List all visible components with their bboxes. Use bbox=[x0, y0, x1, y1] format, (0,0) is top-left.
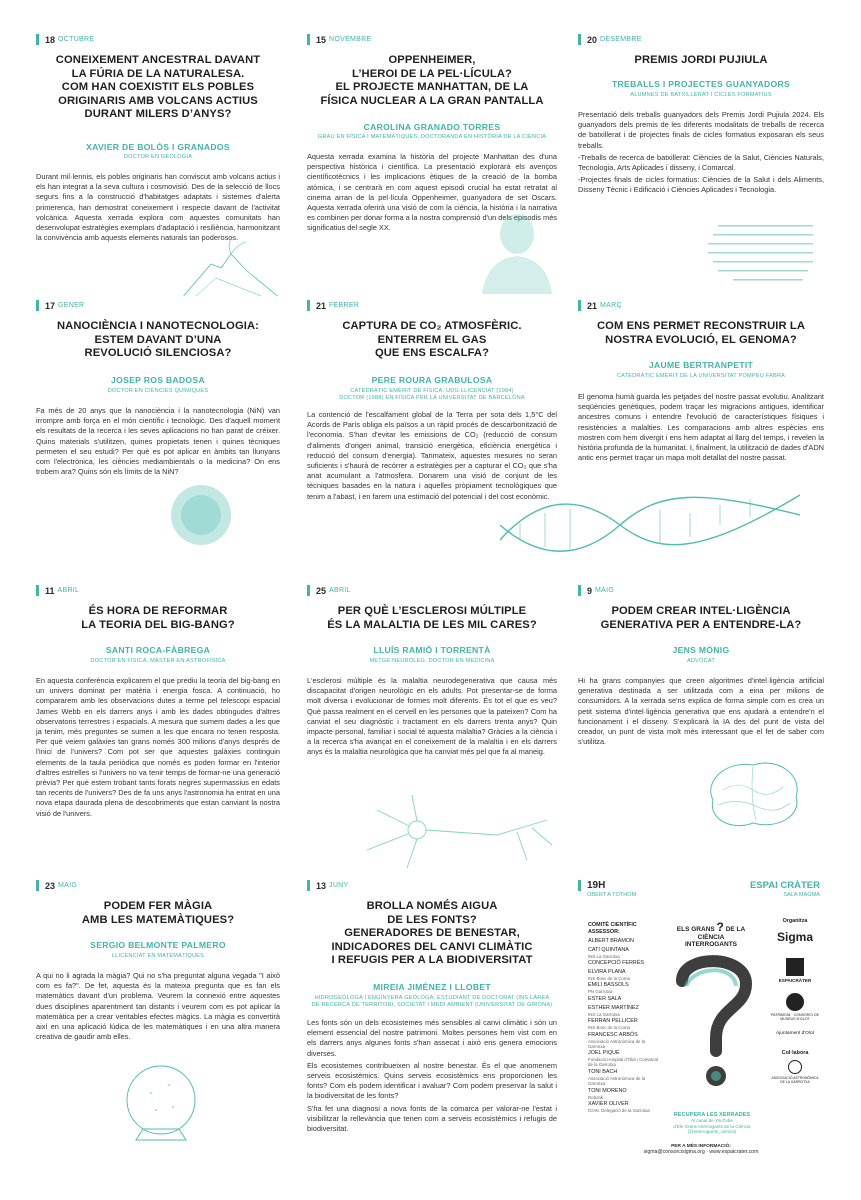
talk-title: ÉS HORA DE REFORMAR LA TEORIA DEL BIG-BANG? bbox=[81, 605, 235, 631]
talk-card bbox=[578, 34, 824, 296]
speaker-name: SANTI ROCA-FÀBREGA bbox=[105, 645, 211, 655]
committee-member bbox=[588, 996, 660, 1003]
talk-date: 23 MAIG bbox=[36, 880, 77, 891]
member-name: ALBERT BRAMON bbox=[588, 938, 634, 944]
talk-date: 11 ABRIL bbox=[36, 585, 79, 596]
talk-description: Aquesta xerrada examina la història del projecte Manhattan des d'una perspectiva històrica i científica. La presentació explorarà els avenços científicotècnics i les implicacions ètiques de la creació de la bomba atòmica, i se centrarà en com aquest episodi crucial ha estat retratat al cinema arran de la pel·lícula Oppenheimer, guanyadora de set Oscars. Aquesta xerrada oferirà una visió de com la ciència, la història i la narrativa es combinen per donar forma a la nostra comprensió d'un dels episodis més significatius del segle XX. bbox=[307, 152, 557, 233]
brain-illustration bbox=[698, 755, 808, 835]
member-name: ESTHER MARTÍNEZ bbox=[588, 1004, 639, 1011]
talk-card bbox=[307, 880, 557, 1180]
member-name: JOEL PIQUÉ bbox=[588, 1050, 620, 1057]
speaker-affiliation: DOCTOR EN CIÈNCIES QUÍMIQUES bbox=[107, 388, 209, 394]
committee-member bbox=[588, 1032, 660, 1049]
member-affiliation: Fundació Hospital d'Olot i Comarcal de la Garrotxa bbox=[588, 1057, 658, 1068]
member-affiliation: INS La Garrotxa bbox=[588, 953, 620, 959]
committee-member bbox=[588, 1101, 660, 1113]
member-name: FRANCESC ARBÓS bbox=[588, 1031, 638, 1038]
committee-member bbox=[588, 1050, 660, 1067]
talk-date: 21 MARÇ bbox=[578, 300, 622, 311]
committee-member bbox=[588, 938, 660, 945]
member-name: XAVIER OLIVER bbox=[588, 1101, 629, 1108]
recover-talks: RECUPERA LES XERRADES Al canal de YouTube d'Els Grans Interrogants de la Ciència (@interrogants_ciencia) bbox=[673, 1112, 751, 1135]
volcano-illustration bbox=[176, 234, 280, 296]
committee-member bbox=[588, 947, 660, 959]
talk-description: Presentació dels treballs guanyadors dels Premis Jordi Pujiula 2024. Els guanyadors dels premis de les diferents modalitats de treballs de recerca de batxillerat i de projectes finals de cicles formatius exposaran els seus treballs. -Treballs de recerca de batxillerat: Ciències de la Salut, Ciències Naturals, Tecnologia, Arts Aplicades i disseny, i Comarcal. -Projectes finals de cicles formatius: Ciències de la Salut i dels Aliments, Disseny Tècnic i Edificació i Ciències Aplicades i Tecnologia. bbox=[578, 110, 824, 195]
talk-description: Durant mil·lennis, els pobles originaris han conviscut amb volcans actius i els han integrat a la seva cultura i cosmovisió. Des de la selecció de llocs segurs fins a la construcció d'habitatges adaptats i sistemes d'alerta primerenca, han demostrat coneixement i respecte davant de l'activitat volcànica. Aquesta xerrada explora com aquestes comunitats han desenvolupat estratègies exemplars d'adaptació i resiliència, harmonitzant la convivència amb aquests elements naturals tan poderosos. bbox=[36, 172, 280, 243]
talk-date: 9 MAIG bbox=[578, 585, 614, 596]
talk-title: PODEM FER MÀGIA AMB LES MATEMÀTIQUES? bbox=[81, 900, 235, 926]
talk-title: BROLLA NOMÉS AIGUA DE LES FONTS? GENERADORES DE BENESTAR, INDICADORES DEL CANVI CLIMÀTIC I REFUGIS PER A LA BIODIVERSITAT bbox=[331, 900, 533, 967]
member-affiliation: Associació Astronòmica de la Garrotxa bbox=[588, 1075, 646, 1086]
member-affiliation: ICHN. Delegació de la Garrotxa bbox=[588, 1108, 650, 1114]
committee-member bbox=[588, 1088, 660, 1100]
speaker-affiliation: ADVOCAT bbox=[686, 658, 716, 664]
member-affiliation: Robotik bbox=[588, 1094, 603, 1100]
speaker-name: LLUÍS RAMIÓ I TORRENTÀ bbox=[373, 645, 491, 655]
talk-description: La contenció de l'escalfament global de la Terra per sota dels 1,5°C del Acords de París obliga els països a un ràpid procés de descarbonització de l'economia. S'han d'evitar les emissions de CO₂ (reducció de consum d'aliments d'origen animal, transició energètica, eficiència energètica i reducció del consum d'energia). Tanmateix, aquestes mesures no seran suficients i s'haurà de recórrer a estratègies per a capturar el CO₂ que s'ha anat acumulant a l'atmosfera. Donarem una visió de conjunt de les tècniques basades en la natura i aquelles pròpiament tecnològiques que tenim a l'abast, i en farem una estimació del potencial i del cost econòmic. bbox=[307, 410, 557, 501]
speaker-affiliation: DOCTOR EN FÍSICA, MÀSTER EN ASTROFÍSICA bbox=[90, 658, 226, 664]
speaker-name: XAVIER DE BOLÒS I GRANADOS bbox=[86, 142, 230, 152]
ajuntament-logo: Ajuntament d'Olot bbox=[776, 1031, 814, 1036]
talk-description: L'esclerosi múltiple és la malaltia neurodegenerativa que causa més discapacitat d'origen neurològic en els adults. Pot presentar-se de forma molt diversa i evolucionar de formes molt diferents. És tot el que es veu? Què passa realment en el cervell en les persones que la pateixen? Com ha canviat el seu diagnòstic i tractament en els darrers trenta anys? Quin impacte personal, familiar i social té aquesta malaltia? Gràcies a la ciència i a la recerca s'ha avançat en el coneixement de la malaltia i en els darrers anys és la malaltia neurològica que ha canviat més pel que fa al maneig. bbox=[307, 676, 557, 757]
speaker-affiliation: HIDROGEÒLOGA I ENGINYERA GEÒLOGA. ESTUDIANT DE DOCTORAT (INS LÀREA DE RECERCA DE TERRITORI, SOCIETAT I MEDI AMBIENT (UNIVERSITAT DE GIRONA) bbox=[311, 995, 553, 1008]
member-name: TONI MORENO bbox=[588, 1087, 627, 1094]
talk-description: En aquesta conferència explicarem el que prediu la teoria del big-bang en un univers dominat per matèria i energia fosca. A continuació, ho compararem amb les observacions dutes a terme pel telescopi espacial James Webb en els darrers anys i amb les dades obtingudes d'altres observatoris terrestres i espacials. A mesura que sumem dades a les que ja tenim, més preguntes se sumen a les que encara no tenen resposta. Per què veiem galàxies tan grans només 300 milions d'anys després de l'inici de l'univers? Com pot ser que aquestes galàxies continguin elements de la taula periòdica que només es poden formar en l'interior d'altres estrelles si l'univers no va tenir temps de formar-ne una generació prèvia? Per què estem trobant tants forats negres supermassius en edats tan recents de l'univers? Des de fa uns anys l'astronomia ha entrat en una nova etapa daurada plena de descobriments que estan canviant la nostra visió de l'univers. bbox=[36, 676, 280, 818]
speaker-name: TREBALLS I PROJECTES GUANYADORS bbox=[611, 79, 790, 89]
neuron-illustration bbox=[357, 790, 557, 870]
talk-date: 21 FEBRER bbox=[307, 300, 359, 311]
talk-title: PER QUÈ L’ESCLEROSI MÚLTIPLE ÉS LA MALALTIA DE LES MIL CARES? bbox=[327, 605, 537, 631]
speaker-affiliation: GRAU EN FÍSICA I MATEMÀTIQUES, DOCTORANDA EN HISTÒRIA DE LA CIÈNCIA bbox=[317, 134, 547, 140]
astronomy-association-logo: ASSOCIACIÓ ASTRONÒMICA DE LA GARROTXA bbox=[770, 1060, 820, 1084]
event-info-panel bbox=[578, 880, 824, 1180]
talk-card bbox=[307, 585, 557, 875]
event-time-note: OBERT A TOTHOM bbox=[587, 892, 637, 898]
speaker-affiliation: CATEDRÀTIC EMÈRIT DE LA UNIVERSITAT POMPEU FABRA bbox=[616, 373, 786, 379]
talk-title: COM ENS PERMET RECONSTRUIR LA NOSTRA EVOLUCIÓ, EL GENOMA? bbox=[596, 320, 805, 346]
talk-card bbox=[36, 880, 280, 1180]
crystal-ball-illustration bbox=[111, 1055, 211, 1155]
event-time: 19H bbox=[578, 880, 605, 891]
talk-title: CONEIXEMENT ANCESTRAL DAVANT LA FÚRIA DE LA NATURALESA. COM HAN COEXISTIT ELS POBLES ORIGINARIS AMB VOLCANS ACTIUS DURANT MILERS D’ANYS? bbox=[55, 54, 261, 121]
talk-card bbox=[36, 34, 280, 296]
member-name: TONI BACH bbox=[588, 1068, 618, 1075]
talk-card bbox=[36, 300, 280, 570]
speaker-name: MIREIA JIMÉNEZ I LLOBET bbox=[373, 982, 491, 992]
member-name: FERRAN PELLICER bbox=[588, 1018, 638, 1025]
binary-pattern-illustration bbox=[708, 220, 818, 290]
member-name: ESTER SALA bbox=[588, 995, 622, 1002]
sigma-logo: Sigma bbox=[776, 930, 813, 944]
talk-date: 17 GENER bbox=[36, 300, 84, 311]
member-name: EMILI BASSOLS bbox=[588, 982, 629, 989]
patrimoni-logo: PATRIMONI · CONSORCI DE MUSEUS D'OLOT bbox=[770, 993, 820, 1021]
question-mark-illustration bbox=[674, 946, 754, 1096]
member-name: ELVIRA PLANA bbox=[588, 968, 626, 975]
dna-illustration bbox=[500, 485, 800, 555]
committee-member bbox=[588, 969, 660, 981]
talk-description: Fa més de 20 anys que la nanociència i la nanotecnologia (NiN) van irrompre amb força en el món científic i tecnològic. Des d'aquell moment els resultats de la recerca i les seves aplicacions no han parat de créixer. Quins materials s'utilitzen, quines propietats tenen i quines tècniques permeten el seu estudi? Per què es pot aplicar en àmbits tan llunyans com l'electrònica, les ciències mediambientals o la medicina? On ens trobem ara? Quins són els límits de la NiN? bbox=[36, 406, 280, 477]
member-name: CONCEPCIÓ FERRÉS bbox=[588, 960, 645, 967]
speaker-affiliation: LLICENCIAT EN MATEMÀTIQUES bbox=[111, 953, 205, 959]
speaker-affiliation: CATEDRÀTIC EMÈRIT DE FÍSICA. UDG LLICENCIAT (1984) DOCTOR (1988) EN FÍSICA PER LA UNIVERSITAT DE BARCELONA bbox=[339, 388, 525, 401]
contact-info: PER A MÉS INFORMACIÓ: sigma@consorcisigma.org · www.espaicrater.com bbox=[643, 1144, 759, 1155]
talk-title: OPPENHEIMER, L’HEROI DE LA PEL·LÍCULA? EL PROJECTE MANHATTAN, DE LA FÍSICA NUCLEAR A LA GRAN PANTALLA bbox=[320, 54, 544, 107]
member-affiliation: INS Bosc de la Coma bbox=[588, 1025, 630, 1031]
portrait-illustration bbox=[477, 204, 557, 294]
talk-card bbox=[307, 34, 557, 296]
speaker-name: JENS MÖNIG bbox=[672, 645, 730, 655]
talk-card bbox=[36, 585, 280, 875]
poster-title: ELS GRANS ? DE LA CIÈNCIA INTERROGANTS bbox=[676, 920, 746, 948]
talk-title: PREMIS JORDI PUJIULA bbox=[634, 54, 768, 66]
speaker-name: SERGIO BELMONTE PALMERO bbox=[90, 940, 226, 950]
event-venue-room: SALA MAGMA bbox=[783, 892, 820, 898]
speaker-name: PERE ROURA GRABULOSA bbox=[371, 375, 493, 385]
committee-member bbox=[588, 1018, 660, 1030]
talk-description: Hi ha grans companyies que creen algoritmes d'intel·ligència artificial generativa destinada a ser utilitzada com a eina per milions de consumidors. A la xerrada se'ns explica de forma simple com es crea un petit sistema d'intel·ligència generativa que ens ajudarà a entendre'n el funcionament i el disseny. S'explicarà la IA des del punt de vista del creador, un punt de vista molt més interessant que el fet de saber com s'utilitza. bbox=[578, 676, 824, 747]
speaker-name: CAROLINA GRANADO TORRES bbox=[363, 122, 501, 132]
talk-description: A qui no li agrada la màgia? Qui no s'ha preguntat alguna vegada "I això com es fa?". De fet, aquesta és la mateixa pregunta que es fan els matemàtics davant d'un problema. Veurem la connexió entre aquestes dues disciplines aparentment tan distants i veurem com es pot aplicar la matemàtica per a crear veritables efectes màgics. La màgia es convertirà així en una aplicació lúdica de les matemàtiques i en una altra manera creativa de gaudir amb elles. bbox=[36, 971, 280, 1042]
talk-date: 15 NOVEMBRE bbox=[307, 34, 371, 45]
committee-list: COMITÈ CIENTÍFIC ASSESSOR: ALBERT BRAMON CATI QUINTANA INS La Garrotxa CONCEPCIÓ FERRÉS ELVIRA PLANA INS Bosc de la Coma EMILI BASSOLS PN Garrotxa ESTER SALA ESTHER MARTÍNEZ INS La Garrotxa FERRAN PELLICER INS Bosc de la Coma FRANCESC ARBÓS Associació Astronòmica de la Garrotxa JOEL PIQUÉ Fundació Hospital d'Olot i Comarcal de la Garrotxa TONI BACH Associació Astronòmica de la Garrotxa TONI MORENO Robotik XAVIER OLIVER ICHN. Delegació de la Garrotxa bbox=[588, 922, 660, 1115]
talk-title: CAPTURA DE CO₂ ATMOSFÈRIC. ENTERREM EL GAS QUE ENS ESCALFA? bbox=[342, 320, 522, 360]
talk-card bbox=[578, 585, 824, 875]
organizers: Organitza Sigma ESPAICRÀTER PATRIMONI · CONSORCI DE MUSEUS D'OLOT Ajuntament d'Olot Col·labora ASSOCIACIÓ ASTRONÒMICA DE LA GARROTXA bbox=[771, 918, 819, 1084]
member-name: CATI QUINTANA bbox=[588, 946, 629, 953]
talk-date: 13 JUNY bbox=[307, 880, 349, 891]
talk-title: NANOCIÈNCIA I NANOTECNOLOGIA: ESTEM DAVANT D’UNA REVOLUCIÓ SILENCIOSA? bbox=[57, 320, 259, 360]
talk-date: 25 ABRIL bbox=[307, 585, 351, 596]
talk-date: 20 DESEMBRE bbox=[578, 34, 642, 45]
nanoparticle-illustration bbox=[166, 480, 236, 550]
speaker-affiliation: DOCTOR EN GEOLOGIA bbox=[123, 154, 193, 160]
event-venue: ESPAI CRÀTER bbox=[749, 880, 820, 891]
member-affiliation: INS La Garrotxa bbox=[588, 1011, 620, 1017]
speaker-name: JOSEP ROS BADOSA bbox=[111, 375, 205, 385]
member-affiliation: PN Garrotxa bbox=[588, 989, 613, 995]
speaker-affiliation: METGE NEURÒLEG. DOCTOR EN MEDICINA bbox=[369, 658, 495, 664]
talk-date: 18 OCTUBRE bbox=[36, 34, 94, 45]
member-affiliation: Associació Astronòmica de la Garrotxa bbox=[588, 1038, 646, 1049]
espaicrater-logo: ESPAICRÀTER bbox=[770, 958, 820, 983]
committee-member bbox=[588, 960, 660, 967]
member-affiliation: INS Bosc de la Coma bbox=[588, 975, 630, 981]
committee-member bbox=[588, 982, 660, 994]
talk-description: El genoma humà guarda les petjades del nostre passat evolutiu. Analitzant seqüències genètiques, podem traçar les migracions antigues, identificar ancestres comuns i entendre l'evolució de característiques físiques i resistències a malalties. Les comparacions amb altres espècies ens mostren com hem divergit i ens hem adaptat al llarg del temps, i revelen la història profunda de la humanitat. I, finalment, la utilització de dades d'ADN antic ens permet traçar un mapa molt detallat del nostre passat. bbox=[578, 392, 824, 463]
talk-description: Les fonts són un dels ecosistemes més sensibles al canvi climàtic i són un element essencial del nostre patrimoni. Moltes persones hem vist com en els darrers anys algunes fonts s'han assecat i això ens genera emocions diverses. Els ecosistemes contribueixen al nostre benestar. És el que anomenem serveis ecosistèmics. Quins serveis ecosistèmics ens proporcionen les fonts? Com els podem identificar i avaluar? Com podem preservar la salut i la biodiversitat de les fonts? S'ha fet una diagnosi a nova fonts de la comarca per valorar-ne l'estat i visibilitzar la rellevància que tenen com a serveis ecosistèmics i refugis de biodiversitat. bbox=[307, 1018, 557, 1134]
talk-title: PODEM CREAR INTEL·LIGÈNCIA GENERATIVA PER A ENTENDRE-LA? bbox=[600, 605, 802, 631]
committee-member bbox=[588, 1005, 660, 1017]
speaker-name: JAUME BERTRANPETIT bbox=[648, 360, 754, 370]
speaker-affiliation: ALUMNES DE BATXILLERAT I CICLES FORMATIUS bbox=[630, 92, 772, 98]
committee-member bbox=[588, 1069, 660, 1086]
